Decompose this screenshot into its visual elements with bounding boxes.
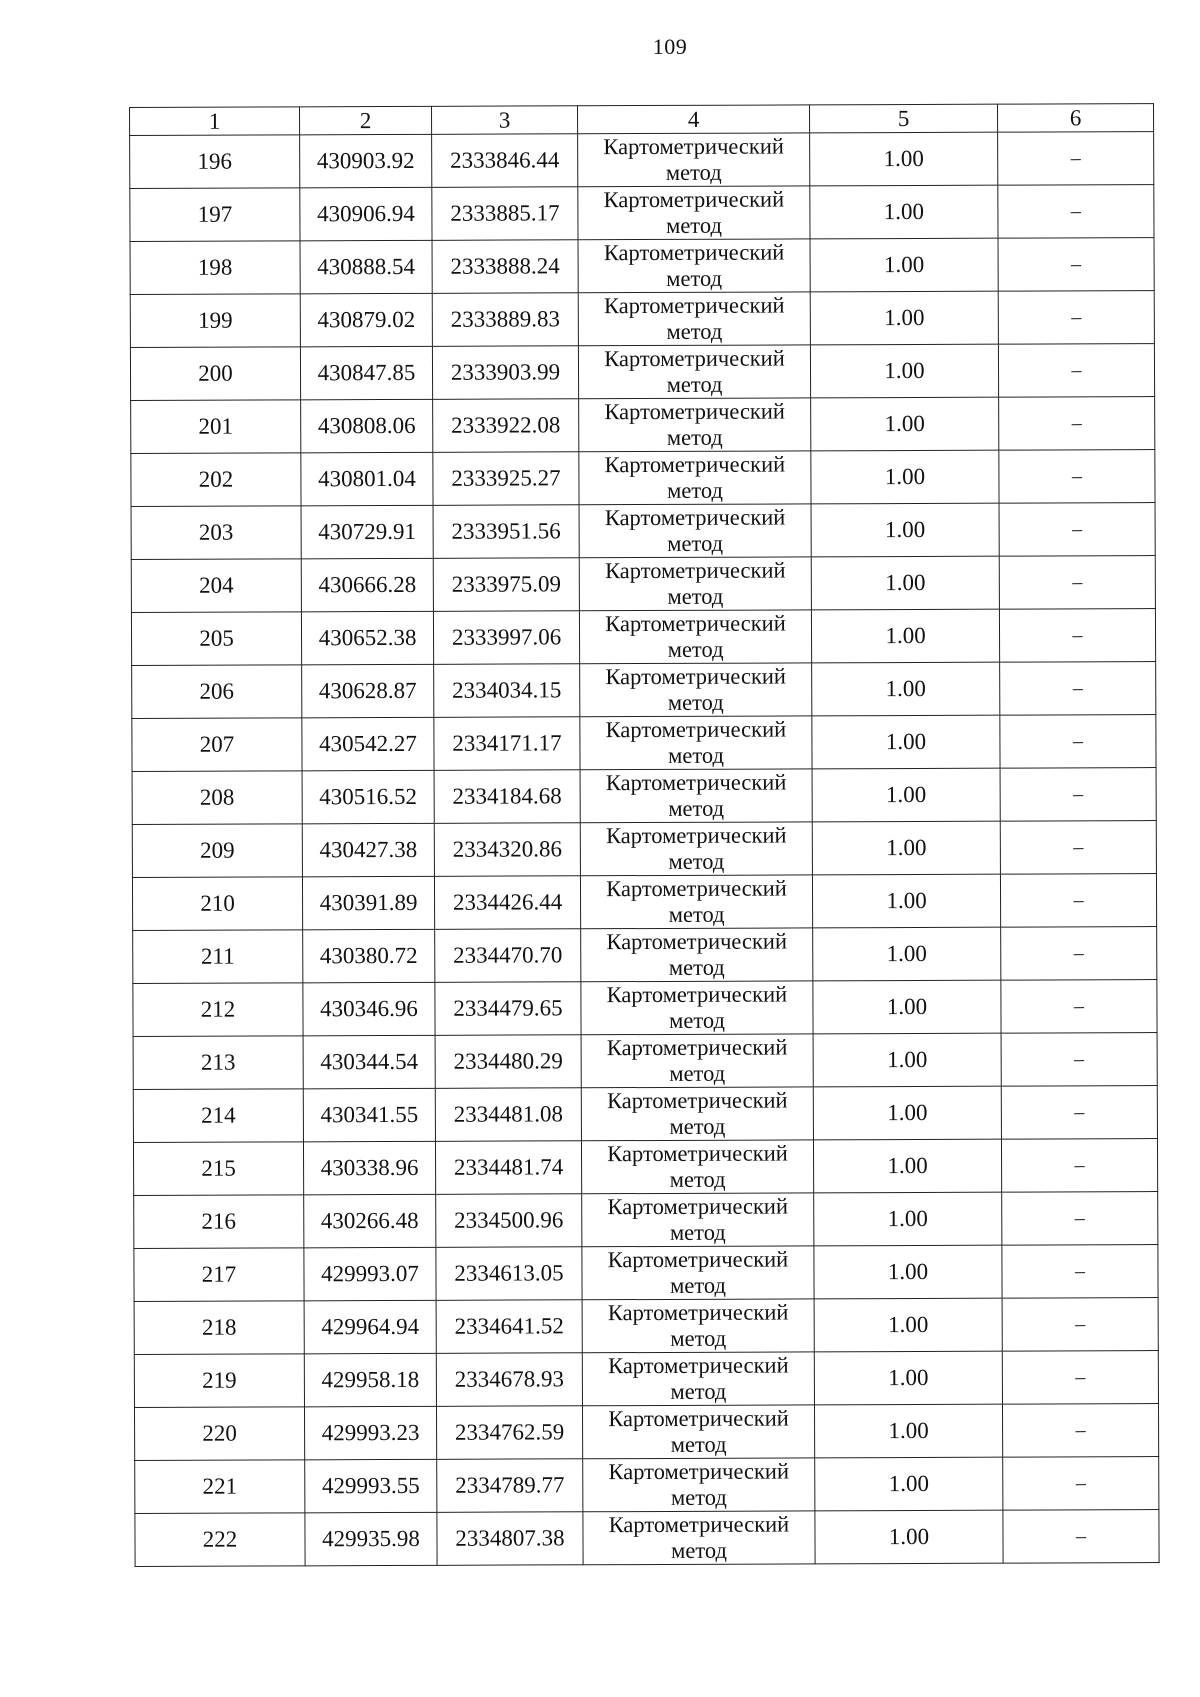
table-row (134, 1245, 1158, 1302)
method-cell (583, 1458, 815, 1512)
accuracy-cell: 1.00 (811, 397, 999, 451)
y-coordinate-cell: 2334480.29 (435, 1035, 581, 1089)
y-coordinate-cell: 2334470.70 (435, 929, 581, 983)
note-cell: – (998, 238, 1154, 292)
method-line-1: Картометрический (607, 1299, 789, 1326)
table-row (130, 132, 1154, 189)
x-coordinate-cell: 430338.96 (303, 1141, 435, 1195)
x-coordinate-cell: 429958.18 (304, 1353, 436, 1407)
accuracy-cell: 1.00 (813, 1139, 1001, 1193)
note-cell: – (998, 185, 1154, 239)
header-col-2: 2 (300, 106, 432, 135)
method-cell (580, 716, 812, 770)
point-number-cell: 211 (133, 930, 303, 984)
y-coordinate-cell: 2334320.86 (434, 823, 580, 877)
table-row (132, 662, 1156, 719)
point-number-cell: 196 (130, 135, 300, 189)
point-number-cell: 208 (132, 771, 302, 825)
table-row (133, 1086, 1157, 1143)
method-cell (578, 239, 810, 293)
header-col-6: 6 (997, 104, 1153, 133)
x-coordinate-cell: 430652.38 (301, 611, 433, 665)
note-cell: – (998, 344, 1154, 398)
method-line-1: Картометрический (606, 981, 788, 1008)
x-coordinate-cell: 429964.94 (304, 1300, 436, 1354)
method-line-1: Картометрический (603, 133, 784, 160)
method-cell (583, 1511, 815, 1565)
method-line-2: метод (666, 265, 723, 291)
note-cell: – (1003, 1457, 1159, 1511)
point-number-cell: 209 (132, 824, 302, 878)
y-coordinate-cell: 2334789.77 (437, 1459, 583, 1513)
table-row (131, 556, 1155, 613)
method-line-2: метод (670, 1325, 727, 1351)
y-coordinate-cell: 2334613.05 (436, 1247, 582, 1301)
table-row (132, 821, 1156, 878)
table-row (133, 1139, 1157, 1196)
note-cell: – (1003, 1510, 1159, 1564)
method-line-1: Картометрический (604, 345, 785, 372)
point-number-cell: 215 (133, 1142, 303, 1196)
method-cell (579, 451, 811, 505)
x-coordinate-cell: 429935.98 (305, 1512, 437, 1566)
table-row (133, 1033, 1157, 1090)
point-number-cell: 212 (133, 983, 303, 1037)
accuracy-cell: 1.00 (814, 1298, 1002, 1352)
point-number-cell: 201 (131, 400, 301, 454)
note-cell: – (998, 132, 1154, 186)
method-line-1: Картометрический (606, 1034, 788, 1061)
method-line-2: метод (666, 318, 723, 344)
note-cell: – (1001, 1086, 1157, 1140)
y-coordinate-cell: 2334762.59 (436, 1406, 582, 1460)
method-line-2: метод (670, 1431, 727, 1457)
method-line-2: метод (668, 848, 725, 874)
method-cell (581, 981, 813, 1035)
x-coordinate-cell: 430391.89 (302, 876, 434, 930)
point-number-cell: 219 (134, 1354, 304, 1408)
y-coordinate-cell: 2334479.65 (435, 982, 581, 1036)
accuracy-cell: 1.00 (814, 1192, 1002, 1246)
method-line-2: метод (665, 159, 722, 185)
note-cell: – (1002, 1351, 1158, 1405)
method-cell (582, 1352, 814, 1406)
x-coordinate-cell: 430542.27 (302, 717, 434, 771)
x-coordinate-cell: 430380.72 (303, 929, 435, 983)
y-coordinate-cell: 2333846.44 (432, 134, 578, 188)
method-line-2: метод (671, 1537, 728, 1563)
method-line-1: Картометрический (607, 1140, 788, 1167)
y-coordinate-cell: 2333922.08 (433, 399, 579, 453)
note-cell: – (1001, 980, 1157, 1034)
table-row (133, 980, 1157, 1037)
y-coordinate-cell: 2334481.74 (435, 1141, 581, 1195)
note-cell: – (999, 450, 1155, 504)
method-line-1: Картометрический (605, 610, 786, 637)
note-cell: – (1001, 1139, 1157, 1193)
header-col-3: 3 (431, 106, 577, 135)
method-cell (582, 1405, 814, 1459)
method-line-2: метод (668, 795, 725, 821)
method-line-1: Картометрический (606, 928, 788, 955)
x-coordinate-cell: 430344.54 (303, 1035, 435, 1089)
accuracy-cell: 1.00 (810, 132, 998, 186)
x-coordinate-cell: 430628.87 (302, 664, 434, 718)
table-row (134, 1351, 1158, 1408)
note-cell: – (1000, 821, 1156, 875)
y-coordinate-cell: 2334678.93 (436, 1353, 582, 1407)
method-cell (581, 1087, 813, 1141)
point-number-cell: 198 (130, 241, 300, 295)
page-number: 109 (652, 34, 688, 59)
accuracy-cell: 1.00 (812, 821, 1000, 875)
method-line-1: Картометрический (608, 1352, 789, 1379)
method-cell (582, 1193, 814, 1247)
y-coordinate-cell: 2334500.96 (436, 1194, 582, 1248)
x-coordinate-cell: 430346.96 (303, 982, 435, 1036)
note-cell: – (999, 609, 1155, 663)
header-row (130, 104, 1154, 136)
point-number-cell: 220 (134, 1407, 304, 1461)
method-line-2: метод (667, 636, 724, 662)
method-line-1: Картометрический (604, 504, 786, 531)
x-coordinate-cell: 430903.92 (300, 134, 432, 188)
table-row (132, 874, 1156, 931)
x-coordinate-cell: 430808.06 (301, 399, 433, 453)
x-coordinate-cell: 430341.55 (303, 1088, 435, 1142)
note-cell: – (1000, 768, 1156, 822)
point-number-cell: 210 (132, 877, 302, 931)
table-row (132, 715, 1156, 772)
header-col-5: 5 (809, 104, 997, 133)
point-number-cell: 197 (130, 188, 300, 242)
method-line-2: метод (668, 901, 725, 927)
method-line-1: Картометрический (608, 1405, 789, 1432)
method-line-1: Картометрический (605, 663, 786, 690)
point-number-cell: 203 (131, 506, 301, 560)
x-coordinate-cell: 430266.48 (304, 1194, 436, 1248)
point-number-cell: 216 (134, 1195, 304, 1249)
method-line-1: Картометрический (608, 1511, 790, 1538)
accuracy-cell: 1.00 (812, 662, 1000, 716)
x-coordinate-cell: 430801.04 (301, 452, 433, 506)
table-row (130, 291, 1154, 348)
y-coordinate-cell: 2333975.09 (433, 558, 579, 612)
accuracy-cell: 1.00 (812, 715, 1000, 769)
method-cell (579, 610, 811, 664)
header-col-4: 4 (577, 105, 809, 134)
point-number-cell: 199 (130, 294, 300, 348)
point-number-cell: 206 (132, 665, 302, 719)
point-number-cell: 214 (133, 1089, 303, 1143)
y-coordinate-cell: 2333951.56 (433, 505, 579, 559)
method-line-2: метод (667, 689, 724, 715)
note-cell: – (1000, 874, 1156, 928)
y-coordinate-cell: 2333925.27 (433, 452, 579, 506)
point-number-cell: 200 (130, 347, 300, 401)
note-cell: – (1000, 715, 1156, 769)
method-line-2: метод (670, 1484, 727, 1510)
table-header (130, 104, 1154, 136)
method-line-2: метод (670, 1378, 727, 1404)
table-row (132, 768, 1156, 825)
table-row (131, 397, 1155, 454)
table-row (130, 238, 1154, 295)
method-cell (578, 345, 810, 399)
method-line-1: Картометрический (604, 557, 786, 584)
method-line-2: метод (666, 371, 723, 397)
accuracy-cell: 1.00 (813, 980, 1001, 1034)
point-number-cell: 218 (134, 1301, 304, 1355)
x-coordinate-cell: 430847.85 (300, 346, 432, 400)
note-cell: – (1002, 1404, 1158, 1458)
note-cell: – (1002, 1298, 1158, 1352)
method-line-2: метод (669, 1113, 726, 1139)
accuracy-cell: 1.00 (812, 768, 1000, 822)
y-coordinate-cell: 2333885.17 (432, 187, 578, 241)
point-number-cell: 202 (131, 453, 301, 507)
x-coordinate-cell: 430879.02 (300, 293, 432, 347)
method-cell (582, 1246, 814, 1300)
note-cell: – (1000, 662, 1156, 716)
method-line-1: Картометрический (603, 239, 785, 266)
y-coordinate-cell: 2334426.44 (434, 876, 580, 930)
method-line-2: метод (669, 1219, 726, 1245)
method-line-2: метод (669, 1060, 726, 1086)
method-line-2: метод (668, 954, 725, 980)
method-cell (578, 133, 810, 187)
method-cell (580, 769, 812, 823)
y-coordinate-cell: 2333997.06 (433, 611, 579, 665)
method-line-1: Картометрический (606, 822, 787, 849)
table-row (135, 1510, 1159, 1567)
method-line-2: метод (668, 742, 724, 768)
method-line-1: Картометрический (608, 1458, 790, 1485)
y-coordinate-cell: 2334641.52 (436, 1300, 582, 1354)
table-row (134, 1298, 1158, 1355)
accuracy-cell: 1.00 (813, 1086, 1001, 1140)
table-row (135, 1457, 1159, 1514)
y-coordinate-cell: 2334481.08 (435, 1088, 581, 1142)
method-cell (579, 504, 811, 558)
method-cell (578, 186, 810, 240)
note-cell: – (1001, 927, 1157, 981)
method-line-2: метод (667, 583, 724, 609)
method-line-1: Картометрический (607, 1246, 789, 1273)
accuracy-cell: 1.00 (813, 1033, 1001, 1087)
accuracy-cell: 1.00 (811, 556, 999, 610)
point-number-cell: 221 (135, 1460, 305, 1514)
method-cell (579, 398, 811, 452)
x-coordinate-cell: 429993.23 (304, 1406, 436, 1460)
header-col-1: 1 (130, 107, 300, 136)
x-coordinate-cell: 429993.07 (304, 1247, 436, 1301)
x-coordinate-cell: 430666.28 (301, 558, 433, 612)
accuracy-cell: 1.00 (810, 291, 998, 345)
y-coordinate-cell: 2334171.17 (434, 717, 580, 771)
y-coordinate-cell: 2334807.38 (437, 1512, 583, 1566)
accuracy-cell: 1.00 (814, 1351, 1002, 1405)
table-row (130, 185, 1154, 242)
method-cell (582, 1299, 814, 1353)
point-number-cell: 207 (132, 718, 302, 772)
method-line-1: Картометрический (606, 875, 787, 902)
y-coordinate-cell: 2333889.83 (432, 293, 578, 347)
note-cell: – (998, 291, 1154, 345)
note-cell: – (1002, 1192, 1158, 1246)
accuracy-cell: 1.00 (810, 185, 998, 239)
method-line-2: метод (669, 1007, 725, 1033)
accuracy-cell: 1.00 (811, 609, 999, 663)
table-row (130, 344, 1154, 401)
method-line-1: Картометрический (603, 186, 785, 213)
table-row (134, 1192, 1158, 1249)
method-line-2: метод (670, 1272, 726, 1298)
coordinates-table (129, 103, 1160, 1567)
accuracy-cell: 1.00 (815, 1457, 1003, 1511)
y-coordinate-cell: 2334034.15 (434, 664, 580, 718)
method-line-1: Картометрический (604, 398, 785, 425)
method-cell (581, 1140, 813, 1194)
method-cell (580, 663, 812, 717)
note-cell: – (999, 556, 1155, 610)
method-line-1: Картометрический (605, 769, 787, 796)
accuracy-cell: 1.00 (813, 927, 1001, 981)
x-coordinate-cell: 430427.38 (302, 823, 434, 877)
method-line-2: метод (667, 477, 723, 503)
method-line-1: Картометрический (605, 716, 787, 743)
x-coordinate-cell: 430906.94 (300, 187, 432, 241)
x-coordinate-cell: 430729.91 (301, 505, 433, 559)
method-cell (579, 557, 811, 611)
method-cell (580, 822, 812, 876)
accuracy-cell: 1.00 (810, 238, 998, 292)
point-number-cell: 205 (131, 612, 301, 666)
accuracy-cell: 1.00 (814, 1245, 1002, 1299)
accuracy-cell: 1.00 (811, 503, 999, 557)
table-row (134, 1404, 1158, 1461)
method-line-2: метод (669, 1166, 726, 1192)
method-line-1: Картометрический (607, 1193, 789, 1220)
x-coordinate-cell: 430888.54 (300, 240, 432, 294)
accuracy-cell: 1.00 (810, 344, 998, 398)
table-body (130, 132, 1159, 1567)
point-number-cell: 222 (135, 1513, 305, 1567)
table-row (131, 503, 1155, 560)
table-row (133, 927, 1157, 984)
y-coordinate-cell: 2334184.68 (434, 770, 580, 824)
note-cell: – (1002, 1245, 1158, 1299)
point-number-cell: 204 (131, 559, 301, 613)
accuracy-cell: 1.00 (815, 1510, 1003, 1564)
method-line-1: Картометрический (604, 451, 786, 478)
method-cell (581, 1034, 813, 1088)
method-cell (580, 875, 812, 929)
point-number-cell: 217 (134, 1248, 304, 1302)
method-line-2: метод (666, 212, 722, 238)
method-line-1: Картометрический (603, 292, 785, 319)
y-coordinate-cell: 2333888.24 (432, 240, 578, 294)
table-row (131, 609, 1155, 666)
method-line-1: Картометрический (607, 1087, 788, 1114)
note-cell: – (999, 397, 1155, 451)
method-cell (578, 292, 810, 346)
point-number-cell: 213 (133, 1036, 303, 1090)
note-cell: – (999, 503, 1155, 557)
x-coordinate-cell: 430516.52 (302, 770, 434, 824)
accuracy-cell: 1.00 (814, 1404, 1002, 1458)
table-row (131, 450, 1155, 507)
method-line-2: метод (666, 424, 723, 450)
accuracy-cell: 1.00 (812, 874, 1000, 928)
y-coordinate-cell: 2333903.99 (432, 346, 578, 400)
note-cell: – (1001, 1033, 1157, 1087)
method-cell (581, 928, 813, 982)
x-coordinate-cell: 429993.55 (305, 1459, 437, 1513)
method-line-2: метод (667, 530, 724, 556)
accuracy-cell: 1.00 (811, 450, 999, 504)
